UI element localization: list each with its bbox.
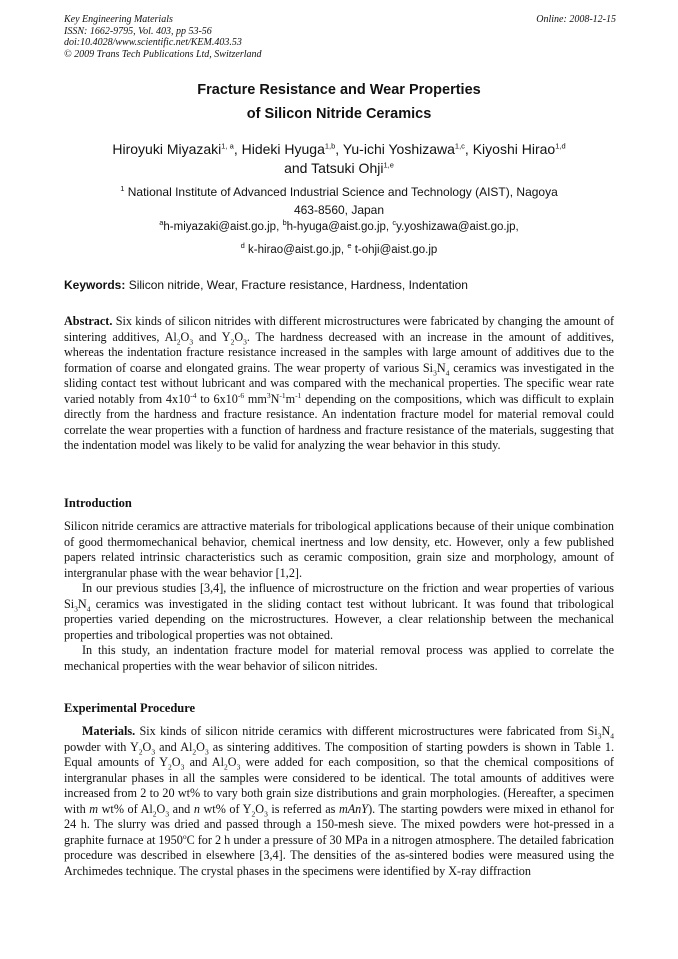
materials-paragraph: Materials. Six kinds of silicon nitride ceramics with different microstructures were fabricated from $Si_3N_4$ powder with $Y_2O_3$ and $Al_2O_3$ as sintering additives. The composition of starting powders is shown in Table 1. Equal amounts of $Y_2O_3$ and $Al_2O_3$ were added for each composition, so that the chemical compositions of intergranular phases in all the samples were considered to be identical. The total amounts of additives were increased from 2 to 20 wt% to vary both grain size distributions and grain morphologies. (Hereafter, a specimen with m wt% of $Al_2O_3$ and n wt% of $Y_2O_3$ is referred as mAnY). The starting powders were mixed in ethanol for 24 h. The slurry was dried and passed through a 150-mesh sieve. The mixed powders were hot-pressed in a graphite furnace at 1950$^o$C for 2 h under a pressure of 30 MPa in a nitrogen atmosphere. The detailed fabrication procedure was described in elsewhere [3,4]. The densities of the as-sintered bodies were measured using the Archimedes technique. The crystal phases in the specimens were identified by X-ray diffraction xyxy=(64,724,615,878)
author-name: Hideki Hyuga xyxy=(241,141,325,157)
email-link[interactable]: t-ohji@aist.go.jp xyxy=(354,244,438,256)
keywords xyxy=(64,278,468,292)
issn-line: ISSN: 1662-9795, Vol. 403, pp 53-56 xyxy=(64,25,212,37)
email-line-2 xyxy=(60,241,618,256)
copyright-line: © 2009 Trans Tech Publications Ltd, Switzerland xyxy=(64,48,262,60)
intro-paragraph-2: In our previous studies [3,4], the influence of microstructure on the friction and wear properties of various $Si_3N_4$ ceramics was investigated in the sliding contact test without lubricant. It was found that tribological properties varied depending on the microstructures. However, a clear relationship between the mechanical properties and tribological properties was not obtained. xyxy=(64,581,614,642)
section-heading-introduction: Introduction xyxy=(64,496,132,510)
affiliation xyxy=(80,183,598,219)
email-mark: e xyxy=(347,241,352,251)
email-link[interactable]: h-miyazaki@aist.go.jp, xyxy=(163,221,280,233)
affiliation-line-2: 463-8560, Japan xyxy=(293,203,385,217)
affiliation-mark: 1 xyxy=(120,184,125,193)
keywords-text: Silicon nitride, Wear, Fracture resistance, Hardness, Indentation xyxy=(128,278,468,292)
materials-label: Materials. xyxy=(82,724,136,738)
paper-title-line-2: of Silicon Nitride Ceramics xyxy=(246,106,432,122)
keywords-label: Keywords: xyxy=(64,278,126,292)
doi-line[interactable]: doi:10.4028/www.scientific.net/KEM.403.53 xyxy=(64,37,242,48)
email-mark: b xyxy=(282,218,287,228)
abstract-label: Abstract. xyxy=(64,314,113,328)
email-line-1 xyxy=(60,218,618,233)
author-name: Tatsuki Ohji xyxy=(311,160,384,176)
section-heading-experimental: Experimental Procedure xyxy=(64,701,196,715)
author-name: Kiyoshi Hirao xyxy=(472,141,556,157)
author-affil-mark: 1,e xyxy=(383,160,394,170)
author-name: Hiroyuki Miyazaki xyxy=(112,141,222,157)
email-mark: c xyxy=(392,218,397,228)
email-link[interactable]: y.yoshizawa@aist.go.jp, xyxy=(396,221,519,233)
author-name: Yu-ichi Yoshizawa xyxy=(342,141,455,157)
email-mark: d xyxy=(240,241,245,251)
author-conjunction: and xyxy=(284,160,308,176)
online-date: Online: 2008-12-15 xyxy=(536,14,616,25)
email-link[interactable]: k-hirao@aist.go.jp, xyxy=(248,244,345,256)
intro-paragraph-3: In this study, an indentation fracture model for material removal process was applied to correlate the mechanical properties with the wear behavior of silicon nitrides. xyxy=(64,643,614,673)
intro-paragraph-1: Silicon nitride ceramics are attractive materials for tribological applications because of their unique combination of good thermomechanical behavior, chemical inertness and low density, etc. However, only a few published papers related intrinsic characteristics such as ceramic composition, grain size and morphology, amount of intergranular phase with the wear behavior [1,2]. xyxy=(64,519,614,580)
journal-name: Key Engineering Materials xyxy=(64,14,173,25)
email-mark: a xyxy=(159,218,164,228)
author-list: Hiroyuki Miyazaki$^{1, a}$, Hideki Hyuga$^{1,b}$, Yu-ichi Yoshizawa$^{1,c}$, Kiyoshi Hirao$^{1,d}$ and Tatsuki Ohji$^{1,e}$ xyxy=(112,141,566,176)
abstract-paragraph: Abstract. Six kinds of silicon nitrides with different microstructures were fabricated by changing the amount of sintering additives, $Al_2O_3$ and $Y_2O_3$. The hardness decreased with an increase in the amount of additives, whereas the indentation fracture resistance increased in the samples with large amount of additives due to the formation of coarse and elongated grains. The wear property of various $Si_3N_4$ ceramics was investigated in the sliding contact test without lubricant and was compared with the mechanical properties. The specific wear rate varied notably from $4x10^{-4}$ to $6x10^{-6}$ $mm^3N^{-1}m^{-1}$ depending on the compositions, which was difficult to explain directly from the hardness and fracture resistance. An indentation fracture model for material removal could correlate the wear properties with a function of hardness and fracture resistance of the materials, suggesting that the indentation model was likely to be valid for analyzing the wear behavior in this study. xyxy=(64,314,615,452)
author-affil-mark: 1,b xyxy=(324,141,336,151)
email-link[interactable]: h-hyuga@aist.go.jp, xyxy=(286,221,390,233)
author-affil-mark: 1, a xyxy=(221,141,234,151)
affiliation-line-1: National Institute of Advanced Industrial Science and Technology (AIST), Nagoya xyxy=(127,185,558,199)
author-affil-mark: 1,d xyxy=(555,141,566,151)
paper-title-line-1: Fracture Resistance and Wear Properties xyxy=(197,82,481,98)
author-affil-mark: 1,c xyxy=(454,141,465,151)
journal-header xyxy=(64,14,616,60)
